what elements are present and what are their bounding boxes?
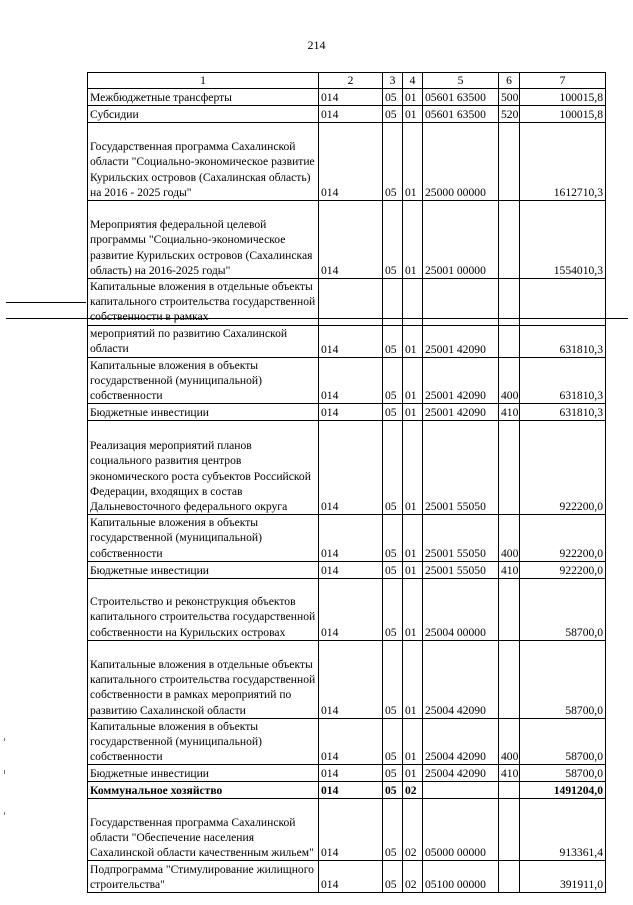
table-row <box>88 640 606 718</box>
section-code-cell: 05 <box>383 578 403 640</box>
section-code-cell: 05 <box>383 799 403 861</box>
table-row <box>88 718 606 765</box>
amount-cell: 1554010,3 <box>520 201 606 279</box>
section-code-cell: 05 <box>383 325 403 357</box>
column-header-row <box>88 73 606 89</box>
table-row <box>88 404 606 421</box>
row-name-cell: Капитальные вложения в отдельные объекты капитального строительства государственной собственности в рамках мероприятий по развитию Сахалинской области <box>88 640 319 718</box>
target-article-cell: 25001 00000 <box>423 201 499 279</box>
row-name-cell: Мероприятия федеральной целевой программы "Социально-экономическое развитие Курильских островов (Сахалинская область) на 2016-2025 годы" <box>88 201 319 279</box>
section-code-cell: 05 <box>383 640 403 718</box>
chapter-code-cell: 014 <box>319 782 383 799</box>
subsection-code-cell: 01 <box>403 640 423 718</box>
section-code-cell: 05 <box>383 765 403 782</box>
expense-type-cell: 500 <box>499 89 520 106</box>
expense-type-cell: 410 <box>499 765 520 782</box>
table-row <box>88 515 606 562</box>
subsection-code-cell: 01 <box>403 201 423 279</box>
target-article-cell: 25004 42090 <box>423 640 499 718</box>
margin-mark <box>4 812 5 815</box>
expense-type-cell <box>499 201 520 279</box>
amount-cell: 922200,0 <box>520 561 606 578</box>
target-article-cell: 25001 55050 <box>423 561 499 578</box>
subsection-code-cell: 02 <box>403 861 423 893</box>
amount-cell: 58700,0 <box>520 765 606 782</box>
chapter-code-cell: 014 <box>319 123 383 201</box>
amount-cell: 100015,8 <box>520 89 606 106</box>
row-name-cell: Строительство и реконструкция объектов капитального строительства государственной собственности на Курильских островах <box>88 578 319 640</box>
amount-cell: 391911,0 <box>520 861 606 893</box>
expense-type-cell: 520 <box>499 106 520 123</box>
chapter-code-cell: 014 <box>319 861 383 893</box>
subsection-code-cell: 01 <box>403 561 423 578</box>
table-row <box>88 201 606 279</box>
subsection-code-cell: 01 <box>403 89 423 106</box>
subsection-code-cell: 01 <box>403 106 423 123</box>
target-article-cell: 25004 42090 <box>423 718 499 765</box>
row-name-cell: Государственная программа Сахалинской области "Обеспечение населения Сахалинской области качественным жильем" <box>88 799 319 861</box>
table-row <box>88 89 606 106</box>
table-row <box>88 357 606 404</box>
amount-cell: 1612710,3 <box>520 123 606 201</box>
expense-type-cell <box>499 799 520 861</box>
subsection-code-cell: 01 <box>403 578 423 640</box>
section-code-cell: 05 <box>383 106 403 123</box>
margin-mark <box>4 738 5 741</box>
amount-cell: 58700,0 <box>520 718 606 765</box>
row-name-cell: Межбюджетные трансферты <box>88 89 319 106</box>
page-number: 214 <box>307 38 326 52</box>
column-header: 4 <box>403 73 423 89</box>
amount-cell: 1491204,0 <box>520 782 606 799</box>
row-name-cell: Коммунальное хозяйство <box>88 782 319 799</box>
row-name-cell: Бюджетные инвестиции <box>88 561 319 578</box>
section-code-cell: 05 <box>383 561 403 578</box>
subsection-code-cell: 01 <box>403 765 423 782</box>
target-article-cell: 05000 00000 <box>423 799 499 861</box>
chapter-code-cell: 014 <box>319 515 383 562</box>
amount-cell: 922200,0 <box>520 421 606 515</box>
expense-type-cell <box>499 782 520 799</box>
row-name-cell: мероприятий по развитию Сахалинской области <box>88 325 319 357</box>
expense-type-cell: 400 <box>499 357 520 404</box>
row-name-cell: Капитальные вложения в объекты государственной (муниципальной) собственности <box>88 718 319 765</box>
chapter-code-cell: 014 <box>319 640 383 718</box>
section-code-cell: 05 <box>383 515 403 562</box>
budget-table <box>87 72 606 893</box>
row-name-cell: Бюджетные инвестиции <box>88 404 319 421</box>
amount-cell: 58700,0 <box>520 640 606 718</box>
expense-type-cell: 410 <box>499 404 520 421</box>
section-code-cell: 05 <box>383 201 403 279</box>
chapter-code-cell: 014 <box>319 106 383 123</box>
target-article-cell: 05601 63500 <box>423 106 499 123</box>
target-article-cell: 25001 55050 <box>423 515 499 562</box>
section-code-cell: 05 <box>383 421 403 515</box>
subsection-code-cell: 01 <box>403 357 423 404</box>
table-row <box>88 325 606 357</box>
amount-cell: 100015,8 <box>520 106 606 123</box>
row-name-cell: Бюджетные инвестиции <box>88 765 319 782</box>
column-header: 3 <box>383 73 403 89</box>
subsection-code-cell: 01 <box>403 325 423 357</box>
chapter-code-cell: 014 <box>319 718 383 765</box>
chapter-code-cell: 014 <box>319 404 383 421</box>
subsection-code-cell: 02 <box>403 782 423 799</box>
table-row <box>88 123 606 201</box>
column-header: 2 <box>319 73 383 89</box>
row-name-cell: Реализация мероприятий планов социального развития центров экономического роста субъектов Российской Федерации, входящих в состав Дальневосточного федерального округа <box>88 421 319 515</box>
expense-type-cell <box>499 861 520 893</box>
amount-cell: 58700,0 <box>520 578 606 640</box>
target-article-cell: 05601 63500 <box>423 89 499 106</box>
subsection-code-cell: 01 <box>403 123 423 201</box>
budget-table-body <box>88 73 606 893</box>
table-row <box>88 799 606 861</box>
table-row <box>88 421 606 515</box>
chapter-code-cell: 014 <box>319 201 383 279</box>
margin-mark <box>4 770 5 774</box>
expense-type-cell: 410 <box>499 561 520 578</box>
section-code-cell: 05 <box>383 861 403 893</box>
target-article-cell: 25001 55050 <box>423 421 499 515</box>
target-article-cell: 25004 42090 <box>423 765 499 782</box>
subsection-code-cell: 01 <box>403 718 423 765</box>
row-name-cell: Государственная программа Сахалинской области "Социально-экономическое развитие Курильских островов (Сахалинская область) на 2016 - 2025 годы" <box>88 123 319 201</box>
section-code-cell: 05 <box>383 404 403 421</box>
subsection-code-cell: 02 <box>403 799 423 861</box>
column-header: 5 <box>423 73 499 89</box>
section-code-cell: 05 <box>383 357 403 404</box>
chapter-code-cell: 014 <box>319 799 383 861</box>
amount-cell: 631810,3 <box>520 404 606 421</box>
section-code-cell: 05 <box>383 89 403 106</box>
target-article-cell <box>423 782 499 799</box>
table-row <box>88 578 606 640</box>
expense-type-cell <box>499 640 520 718</box>
row-name-cell: Капитальные вложения в объекты государственной (муниципальной) собственности <box>88 357 319 404</box>
column-header: 6 <box>499 73 520 89</box>
chapter-code-cell: 014 <box>319 325 383 357</box>
row-name-cell: Субсидии <box>88 106 319 123</box>
row-name-cell: Капитальные вложения в объекты государственной (муниципальной) собственности <box>88 515 319 562</box>
chapter-code-cell: 014 <box>319 421 383 515</box>
amount-cell: 631810,3 <box>520 357 606 404</box>
expense-type-cell <box>499 325 520 357</box>
chapter-code-cell: 014 <box>319 357 383 404</box>
subsection-code-cell: 01 <box>403 404 423 421</box>
table-row <box>88 106 606 123</box>
chapter-code-cell: 014 <box>319 578 383 640</box>
section-code-cell: 05 <box>383 718 403 765</box>
amount-cell: 631810,3 <box>520 325 606 357</box>
table-row <box>88 561 606 578</box>
subsection-code-cell: 01 <box>403 515 423 562</box>
target-article-cell: 25001 42090 <box>423 357 499 404</box>
amount-cell: 913361,4 <box>520 799 606 861</box>
target-article-cell: 25001 42090 <box>423 325 499 357</box>
target-article-cell: 25000 00000 <box>423 123 499 201</box>
column-header: 7 <box>520 73 606 89</box>
amount-cell: 922200,0 <box>520 515 606 562</box>
table-row <box>88 782 606 799</box>
expense-type-cell <box>499 578 520 640</box>
chapter-code-cell: 014 <box>319 561 383 578</box>
row-name-cell: Подпрограмма "Стимулирование жилищного строительства" <box>88 861 319 893</box>
row-name-cell: Капитальные вложения в отдельные объекты капитального строительства государственной собственности в рамках <box>88 279 319 326</box>
chapter-code-cell: 014 <box>319 765 383 782</box>
expense-type-cell: 400 <box>499 718 520 765</box>
target-article-cell: 25004 00000 <box>423 578 499 640</box>
section-code-cell: 05 <box>383 782 403 799</box>
section-code-cell: 05 <box>383 123 403 201</box>
chapter-code-cell: 014 <box>319 89 383 106</box>
target-article-cell: 25001 42090 <box>423 404 499 421</box>
table-row <box>88 861 606 893</box>
table-row <box>88 765 606 782</box>
page-join-line <box>6 318 628 319</box>
expense-type-cell <box>499 421 520 515</box>
subsection-code-cell: 01 <box>403 421 423 515</box>
page-join-line <box>6 302 86 303</box>
target-article-cell: 05100 00000 <box>423 861 499 893</box>
column-header: 1 <box>88 73 319 89</box>
expense-type-cell: 400 <box>499 515 520 562</box>
expense-type-cell <box>499 123 520 201</box>
